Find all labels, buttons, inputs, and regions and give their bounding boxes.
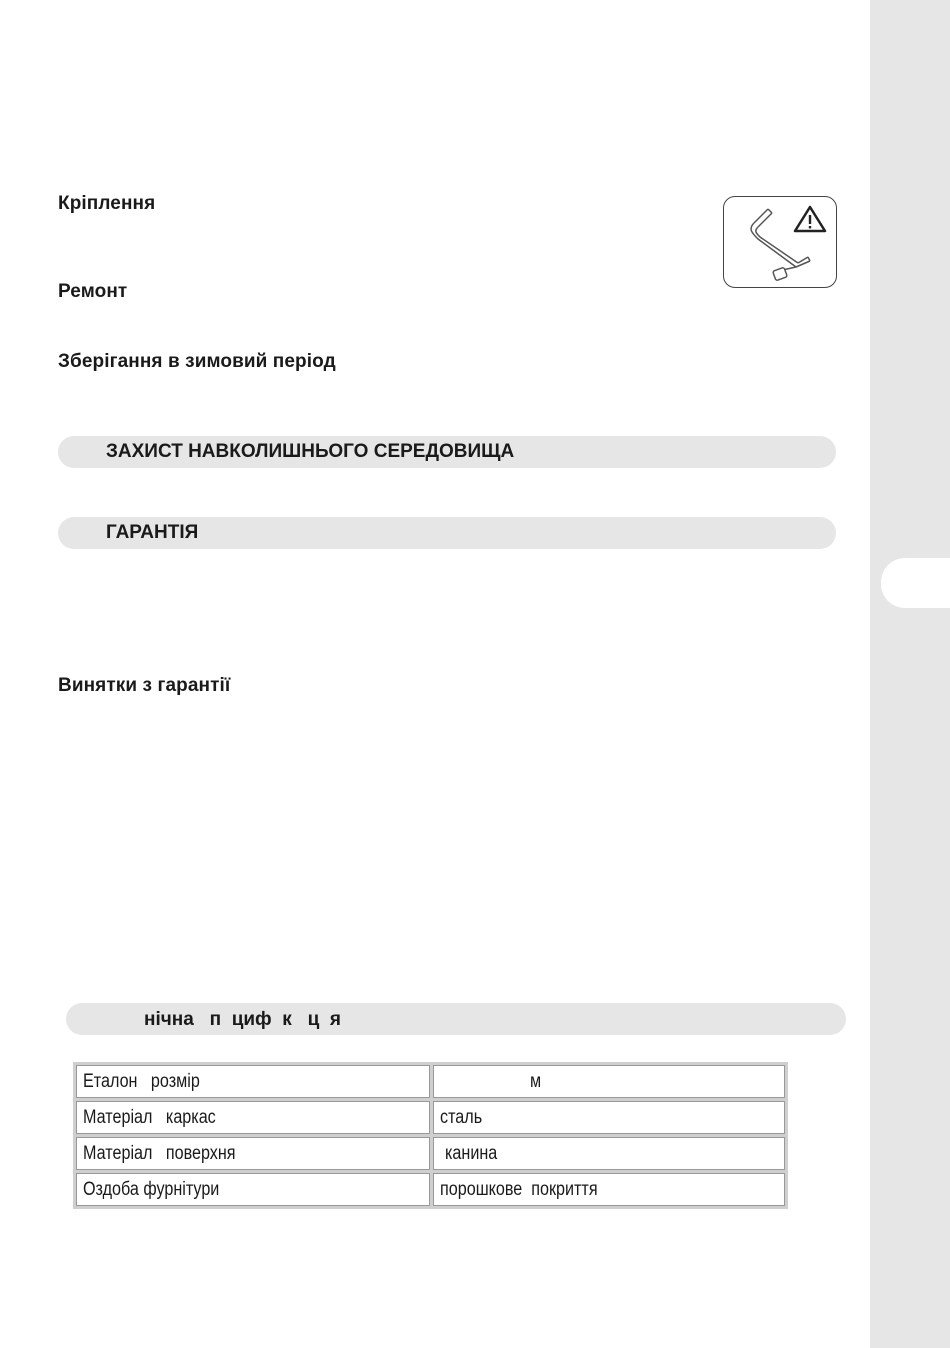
section-spec-title: нічна п циф к ц я	[144, 1009, 341, 1030]
spec-value: сталь	[440, 1106, 483, 1128]
spec-label-cell	[76, 1101, 430, 1134]
spec-label: Оздоба фурнітури	[83, 1178, 220, 1200]
spec-value: м	[530, 1070, 542, 1092]
spec-value-cell	[433, 1137, 785, 1170]
tool-warning-box	[723, 196, 837, 288]
sidebar-strip	[870, 0, 950, 1348]
heading-winter-storage: Зберігання в зимовий період	[58, 351, 336, 372]
spec-value: порошкове покриття	[440, 1178, 598, 1200]
section-environment-title: ЗАХИСТ НАВКОЛИШНЬОГО СЕРЕДОВИЩА	[106, 441, 515, 462]
spec-label-cell	[76, 1065, 430, 1098]
spec-label-cell	[76, 1173, 430, 1206]
table-row	[76, 1065, 785, 1098]
spec-value-cell	[433, 1101, 785, 1134]
spec-value-cell	[433, 1173, 785, 1206]
spec-label: Матеріал поверхня	[83, 1142, 236, 1164]
spec-value-cell	[433, 1065, 785, 1098]
spec-table	[73, 1062, 788, 1209]
heading-repair: Ремонт	[58, 281, 128, 302]
spec-label-cell	[76, 1137, 430, 1170]
table-row	[76, 1101, 785, 1134]
section-warranty-title: ГАРАНТІЯ	[106, 522, 199, 543]
table-row	[76, 1173, 785, 1206]
heading-warranty-exclusions: Винятки з гарантії	[58, 675, 231, 696]
sidebar-tab	[881, 558, 950, 608]
section-environment	[58, 436, 836, 468]
table-row	[76, 1137, 785, 1170]
spec-label: Еталон розмір	[83, 1070, 200, 1092]
spec-value: канина	[445, 1142, 498, 1164]
section-warranty	[58, 517, 836, 549]
hex-key-icon	[724, 197, 836, 287]
spec-label: Матеріал каркас	[83, 1106, 216, 1128]
warning-triangle-icon	[795, 207, 825, 231]
section-spec	[66, 1003, 846, 1035]
heading-fastening: Кріплення	[58, 193, 156, 214]
